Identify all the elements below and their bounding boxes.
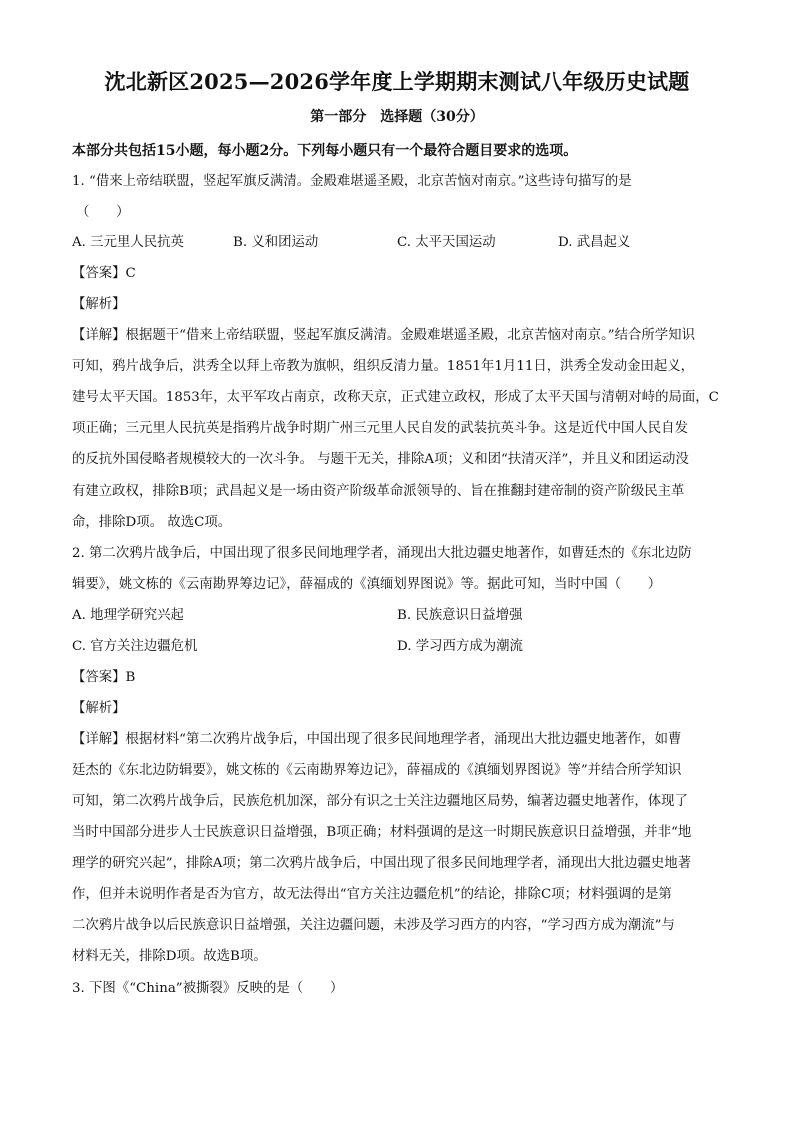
q1-detail-line: 可知，鸦片战争后，洪秀全以拜上帝教为旗帜，组织反清力量。1851年1月11日，洪秀全发动金田起义， [72, 359, 695, 374]
q2-detail-line: 可知，第二次鸦片战争后，民族危机加深，部分有识之士关注边疆地区局势，编著边疆史地著作，体现了 [72, 794, 688, 809]
q1-option-d: D. 武昌起义 [558, 235, 631, 250]
q2-detail-line: 【详解】根据材料“第二次鸦片战争后，中国出现了很多民间地理学者，涌现出大批边疆史地著作，如曹 [72, 732, 682, 747]
q1-option-a: A. 三元里人民抗英 [72, 235, 184, 250]
q2-option-c: C. 官方关注边疆危机 [72, 639, 198, 654]
q1-detail-line: 的反抗外国侵略者规模较大的一次斗争。 与题干无关，排除A项；义和团“扶清灭洋”，并且义和团运动没 [72, 452, 689, 467]
q1-detail-line: 建号太平天国。1853年，太平军攻占南京，改称天京，正式建立政权，形成了太平天国与清朝对峙的局面，C [72, 390, 719, 405]
q2-detail-line: 理学的研究兴起”，排除A项；第二次鸦片战争后，中国出现了很多民间地理学者，涌现出大批边疆史地著 [72, 856, 692, 871]
q2-option-a: A. 地理学研究兴起 [72, 608, 184, 623]
q1-stem-line: 1. “借来上帝结联盟，竖起军旗反满清。金殿难堪遥圣殿，北京苦恼对南京。”这些诗句描写的是 [72, 174, 632, 189]
section-instructions: 本部分共包括15小题，每小题2分。下列每小题只有一个最符合题目要求的选项。 [72, 143, 578, 159]
q1-option-c: C. 太平天国运动 [397, 235, 496, 250]
q1-analysis-label: 【解析】 [72, 297, 126, 312]
q3-stem: 3. 下图《“China”被撕裂》反映的是（ ） [72, 981, 344, 996]
q2-detail-line: 二次鸦片战争以后民族意识日益增强，关注边疆问题，未涉及学习西方的内容，“学习西方成为潮流”与 [72, 918, 675, 933]
q2-detail-line: 作，但并未说明作者是否为官方，故无法得出“官方关注边疆危机”的结论，排除C项；材料强调的是第 [72, 887, 672, 902]
q1-stem-line: （ ） [76, 205, 130, 220]
q1-answer: 【答案】C [72, 266, 136, 281]
q1-detail-line: 有建立政权，排除B项；武昌起义是一场由资产阶级革命派领导的、旨在推翻封建帝制的资产阶级民主革 [72, 484, 685, 499]
q2-stem-line: 2. 第二次鸦片战争后，中国出现了很多民间地理学者，涌现出大批边疆史地著作，如曹廷杰的《东北边防 [72, 546, 692, 561]
q2-detail-line: 材料无关，排除D项。故选B项。 [72, 949, 267, 964]
q2-stem-line: 辑要》，姚文栋的《云南勘界筹边记》，薛福成的《滇缅划界图说》等。据此可知，当时中国（ ） [72, 577, 662, 592]
q2-option-d: D. 学习西方成为潮流 [397, 639, 523, 654]
q1-option-b: B. 义和团运动 [233, 235, 319, 250]
q1-detail-line: 项正确；三元里人民抗英是指鸦片战争时期广州三元里人民自发的武装抗英斗争。这是近代中国人民自发 [72, 421, 688, 436]
q2-detail-line: 当时中国部分进步人士民族意识日益增强，B项正确；材料强调的是这一时期民族意识日益增强，并非“地 [72, 825, 692, 840]
section-heading: 第一部分 选择题（30分） [310, 109, 484, 125]
q2-answer: 【答案】B [72, 670, 136, 685]
q1-detail-line: 【详解】根据题干“借来上帝结联盟，竖起军旗反满清。金殿难堪遥圣殿，北京苦恼对南京。”结合所学知识 [72, 328, 695, 343]
q2-option-b: B. 民族意识日益增强 [397, 608, 523, 623]
page-title: 沈北新区2025—2026学年度上学期期末测试八年级历史试题 [104, 69, 690, 94]
q2-analysis-label: 【解析】 [72, 701, 126, 716]
q1-detail-line: 命，排除D项。 故选C项。 [72, 515, 232, 530]
q2-detail-line: 廷杰的《东北边防辑要》，姚文栋的《云南勘界筹边记》，薛福成的《滇缅划界图说》等”并结合所学知识 [72, 763, 682, 778]
